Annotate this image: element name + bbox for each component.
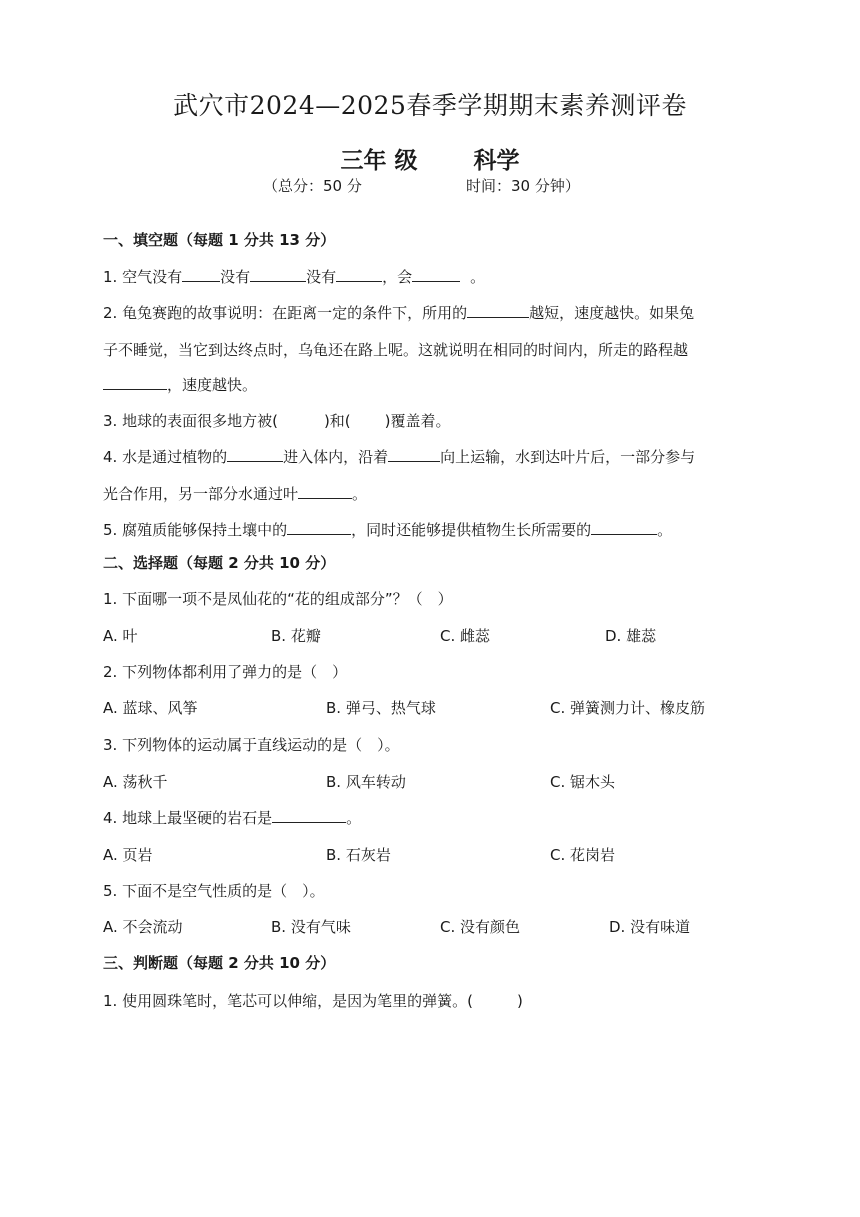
s3-question-1 — [103, 990, 783, 1011]
answer-blank[interactable] — [388, 446, 440, 462]
s1q1-text-1: 1. 空气没有 — [103, 268, 183, 286]
option-b[interactable]: B. 没有气味 — [271, 918, 351, 936]
s1q3-text-2: )和( — [323, 412, 351, 430]
answer-blank[interactable] — [287, 519, 351, 535]
answer-blank[interactable] — [298, 483, 352, 499]
total-score: （总分：50 分 — [263, 177, 362, 195]
answer-blank[interactable] — [467, 302, 529, 318]
answer-blank[interactable] — [272, 807, 346, 823]
exam-time: 时间：30 分钟） — [466, 177, 580, 195]
s1q1-text-4: ，会 — [382, 268, 413, 286]
option-a[interactable]: A. 荡秋千 — [103, 773, 168, 791]
section2-heading: 二、选择题（每题 2 分共 10 分） — [103, 554, 336, 572]
answer-blank[interactable] — [103, 374, 167, 390]
s1q4-text-4: 光合作用，另一部分水通过叶 — [103, 485, 299, 503]
s1-question-4-line-2 — [103, 483, 783, 504]
s1-question-3 — [103, 410, 783, 431]
answer-blank[interactable] — [412, 266, 460, 282]
s2-question-2-stem: 2. 下列物体都利用了弹力的是（ ） — [103, 663, 348, 681]
s1-question-2-line-2: 子不睡觉，当它到达终点时，乌龟还在路上呢。这就说明在相同的时间内，所走的路程越 — [103, 341, 689, 359]
answer-blank[interactable] — [591, 519, 657, 535]
s2q4-text-1: 4. 地球上最坚硬的岩石是 — [103, 809, 273, 827]
s1q2-text-2: 越短，速度越快。如果兔 — [529, 304, 695, 322]
s2-question-1-stem: 1. 下面哪一项不是凤仙花的“花的组成部分”？（ ） — [103, 590, 453, 608]
option-c[interactable]: C. 花岗岩 — [550, 846, 616, 864]
option-b[interactable]: B. 石灰岩 — [326, 846, 391, 864]
option-b[interactable]: B. 花瓣 — [271, 627, 321, 645]
s1-question-5 — [103, 519, 783, 540]
s1q2-text-1: 2. 龟兔赛跑的故事说明：在距离一定的条件下，所用的 — [103, 304, 468, 322]
s2-question-4-stem — [103, 807, 783, 828]
s1q4-text-1: 4. 水是通过植物的 — [103, 448, 228, 466]
answer-blank[interactable] — [227, 446, 283, 462]
s1-question-2-line-1 — [103, 302, 783, 323]
grade-label: 三年 级 — [340, 148, 418, 174]
s2-question-3-stem: 3. 下列物体的运动属于直线运动的是（ ）。 — [103, 736, 400, 754]
s1-question-2-line-3 — [103, 374, 783, 395]
grade-subject-line — [0, 142, 860, 175]
option-d[interactable]: D. 没有味道 — [609, 918, 691, 936]
s1q3-text-1: 3. 地球的表面很多地方被( — [103, 412, 278, 430]
option-c[interactable]: C. 锯木头 — [550, 773, 616, 791]
s1q1-text-2: 没有 — [220, 268, 251, 286]
s1q3-text-3: )覆盖着。 — [384, 412, 451, 430]
option-c[interactable]: C. 弹簧测力计、橡皮筋 — [550, 699, 706, 717]
section3-heading: 三、判断题（每题 2 分共 10 分） — [103, 954, 336, 972]
s2-question-5-stem: 5. 下面不是空气性质的是（ ）。 — [103, 882, 325, 900]
option-b[interactable]: B. 风车转动 — [326, 773, 406, 791]
s3q1-text-2: ) — [516, 992, 523, 1010]
s1-question-4-line-1 — [103, 446, 783, 467]
s1q5-text-3: 。 — [657, 521, 673, 539]
s3q1-text-1: 1. 使用圆珠笔时，笔芯可以伸缩，是因为笔里的弹簧。( — [103, 992, 473, 1010]
answer-blank[interactable] — [336, 266, 382, 282]
answer-blank[interactable] — [182, 266, 220, 282]
subject-label: 科学 — [473, 148, 520, 174]
answer-blank[interactable] — [250, 266, 306, 282]
option-b[interactable]: B. 弹弓、热气球 — [326, 699, 436, 717]
option-c[interactable]: C. 雌蕊 — [440, 627, 491, 645]
option-a[interactable]: A. 页岩 — [103, 846, 153, 864]
s2q4-text-2: 。 — [346, 809, 362, 827]
s1-question-1 — [103, 266, 783, 287]
option-c[interactable]: C. 没有颜色 — [440, 918, 521, 936]
option-a[interactable]: A. 不会流动 — [103, 918, 183, 936]
option-a[interactable]: A. 蓝球、风筝 — [103, 699, 198, 717]
s1q5-text-2: ，同时还能够提供植物生长所需要的 — [351, 521, 592, 539]
exam-title: 武穴市2024—2025春季学期期末素养测评卷 — [173, 91, 687, 120]
section1-heading: 一、填空题（每题 1 分共 13 分） — [103, 231, 336, 249]
s1q4-text-5: 。 — [352, 485, 368, 503]
s1q4-text-2: 进入体内，沿着 — [283, 448, 389, 466]
s1q1-text-5: 。 — [470, 268, 486, 286]
s1q5-text-1: 5. 腐殖质能够保持土壤中的 — [103, 521, 288, 539]
option-a[interactable]: A. 叶 — [103, 627, 138, 645]
s1q2-text-3: ，速度越快。 — [167, 376, 258, 394]
s1q4-text-3: 向上运输，水到达叶片后，一部分参与 — [440, 448, 696, 466]
s1q1-text-3: 没有 — [306, 268, 337, 286]
option-d[interactable]: D. 雄蕊 — [605, 627, 657, 645]
